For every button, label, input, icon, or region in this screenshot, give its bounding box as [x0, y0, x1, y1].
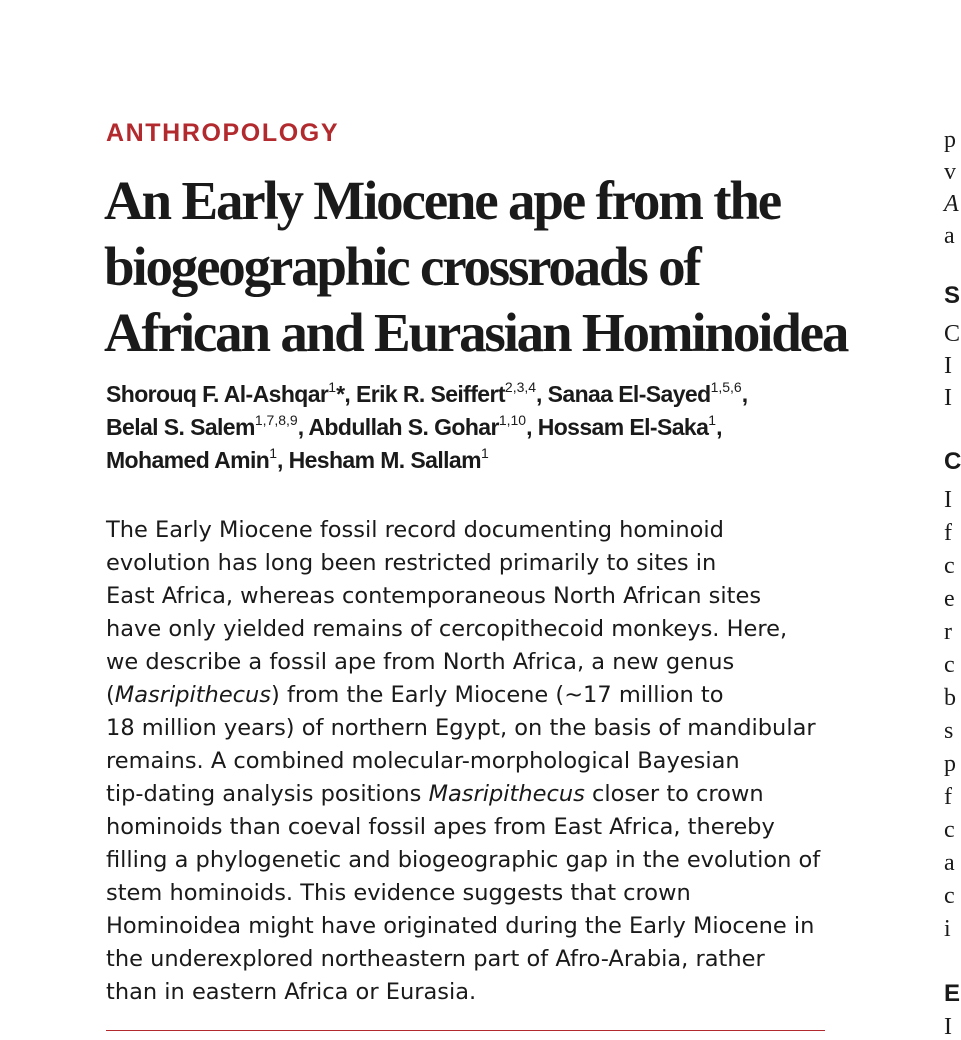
column-glyph: f: [944, 784, 952, 810]
column-glyph: I: [944, 353, 952, 379]
column-glyph: i: [944, 916, 951, 942]
affiliation-marker: 1,7,8,9: [254, 412, 298, 428]
column-glyph: f: [944, 520, 952, 546]
column-glyph: p: [944, 127, 956, 153]
author-list: [106, 378, 866, 477]
genus-name: Masripithecus: [114, 682, 272, 708]
column-glyph: e: [944, 586, 955, 612]
abstract-line: The Early Miocene fossil record documenting hominoid: [106, 517, 724, 543]
abstract-line: filling a phylogenetic and biogeographic gap in the evolution of: [106, 847, 821, 873]
abstract-line: evolution has long been restricted primarily to sites in: [106, 550, 717, 576]
author-name[interactable]: Mohamed Amin: [106, 447, 270, 473]
column-glyph: c: [944, 652, 955, 678]
column-glyph: v: [944, 159, 956, 185]
abstract-text: (: [106, 682, 115, 708]
column-glyph: r: [944, 619, 952, 645]
author-separator: ,: [526, 414, 538, 440]
abstract-line: hominoids than coeval fossil apes from East Africa, thereby: [106, 814, 775, 840]
column-glyph: I: [944, 385, 952, 411]
column-glyph: E: [944, 980, 961, 1007]
abstract-text: ) from the Early Miocene (~17 million to: [271, 682, 724, 708]
title-line: African and Eurasian Hominoidea: [104, 302, 848, 363]
author-name[interactable]: Shorouq F. Al-Ashqar: [106, 381, 329, 407]
column-glyph: s: [944, 718, 954, 744]
author-line: [106, 411, 866, 444]
affiliation-marker: 1,10: [498, 412, 527, 428]
section-divider: [106, 1030, 825, 1031]
abstract-line: 18 million years) of northern Egypt, on the basis of mandibular: [106, 715, 816, 741]
section-label: ANTHROPOLOGY: [106, 119, 340, 147]
title-line: An Early Miocene ape from the: [104, 170, 781, 231]
author-separator: ,: [741, 381, 748, 407]
column-glyph: a: [944, 223, 955, 249]
title-line: biogeographic crossroads of: [104, 236, 700, 297]
column-glyph: b: [944, 685, 956, 711]
author-name[interactable]: Belal S. Salem: [106, 414, 255, 440]
column-glyph: I: [944, 487, 952, 513]
author-separator: ,: [716, 414, 722, 440]
affiliation-marker: 1: [708, 412, 717, 428]
abstract-line: the underexplored northeastern part of Afro-Arabia, rather: [106, 946, 765, 972]
column-glyph: C: [944, 321, 961, 347]
abstract-line: Hominoidea might have originated during the Early Miocene in: [106, 913, 815, 939]
abstract-line: we describe a fossil ape from North Africa, a new genus: [106, 649, 735, 675]
next-column-fragment: [944, 0, 961, 1040]
author-name[interactable]: Sanaa El-Sayed: [547, 381, 711, 407]
column-glyph: c: [944, 553, 955, 579]
column-glyph: c: [944, 817, 955, 843]
author-separator: *,: [336, 381, 356, 407]
affiliation-marker: 2,3,4: [504, 379, 537, 395]
abstract-text: closer to crown: [584, 781, 764, 807]
author-name[interactable]: Hossam El-Saka: [537, 414, 709, 440]
author-name[interactable]: Hesham M. Sallam: [288, 447, 481, 473]
abstract-line: East Africa, whereas contemporaneous North African sites: [106, 583, 762, 609]
column-glyph: S: [944, 282, 961, 309]
abstract: [106, 514, 866, 1009]
author-line: [106, 378, 866, 411]
abstract-line: have only yielded remains of cercopithecoid monkeys. Here,: [106, 616, 788, 642]
author-line: [106, 444, 866, 477]
author-separator: ,: [536, 381, 548, 407]
column-glyph: I: [944, 1014, 952, 1040]
column-glyph: p: [944, 751, 956, 777]
author-separator: ,: [297, 414, 309, 440]
article-title: [104, 168, 864, 366]
column-glyph: C: [944, 448, 961, 475]
affiliation-marker: 1: [269, 445, 277, 461]
affiliation-marker: 1: [480, 445, 489, 461]
column-glyph: A: [944, 191, 959, 217]
column-glyph: a: [944, 850, 955, 876]
author-separator: ,: [276, 447, 289, 473]
abstract-line: [106, 679, 866, 712]
column-glyph: c: [944, 883, 955, 909]
abstract-line: than in eastern Africa or Eurasia.: [106, 979, 477, 1005]
abstract-line: [106, 778, 866, 811]
abstract-text: tip-dating analysis positions: [106, 781, 429, 807]
affiliation-marker: 1: [328, 379, 337, 395]
author-name[interactable]: Erik R. Seiffert: [356, 381, 505, 407]
author-name[interactable]: Abdullah S. Gohar: [308, 414, 499, 440]
genus-name: Masripithecus: [428, 781, 585, 807]
abstract-line: remains. A combined molecular-morphological Bayesian: [106, 748, 740, 774]
affiliation-marker: 1,5,6: [710, 379, 742, 395]
abstract-line: stem hominoids. This evidence suggests that crown: [106, 880, 691, 906]
